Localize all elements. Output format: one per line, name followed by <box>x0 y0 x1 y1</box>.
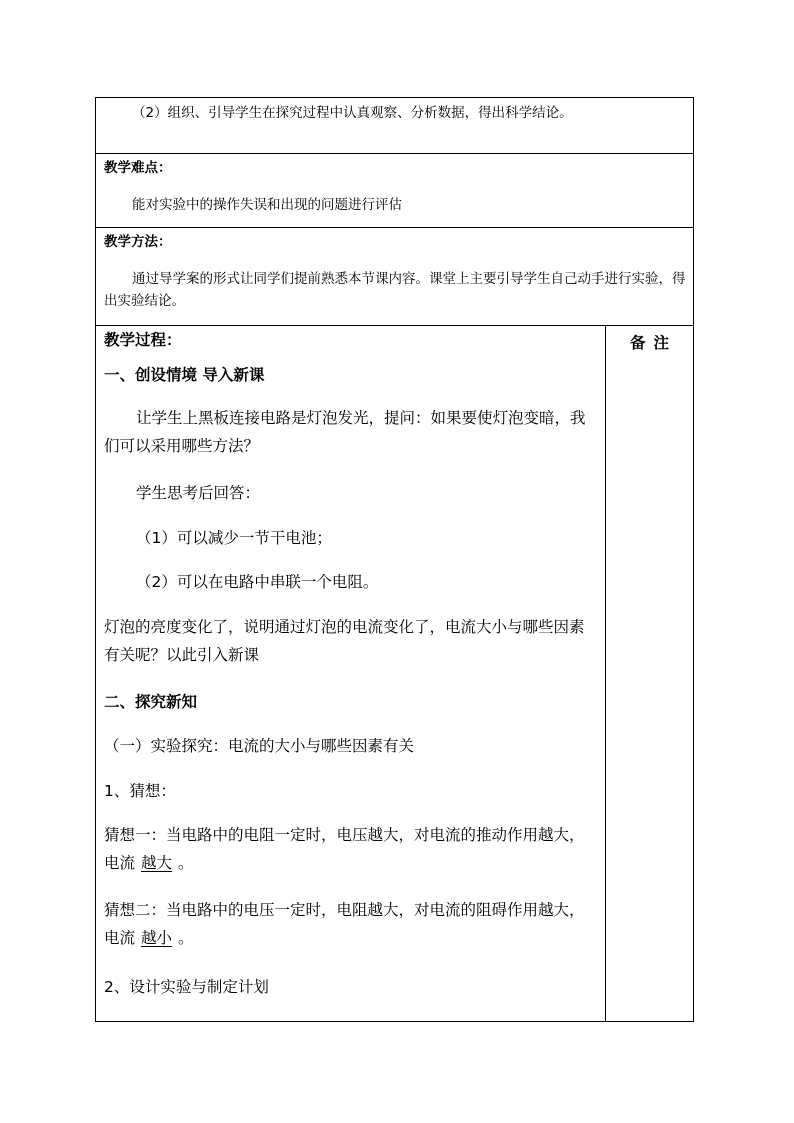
answer-1: （1）可以减少一节干电池； <box>136 529 332 547</box>
objective-line: （2）组织、引导学生在探究过程中认真观察、分析数据，得出科学结论。 <box>132 105 573 121</box>
process-row <box>96 326 693 1021</box>
difficulty-heading: 教学难点： <box>104 160 172 176</box>
guess-2-text: 猜想二：当电路中的电压一定时，电阻越大，对电流的阻碍作用越大，电流 <box>104 901 585 947</box>
student-answer-label: 学生思考后回答： <box>136 484 261 502</box>
method-row <box>96 228 693 326</box>
section2-title: 二、探究新知 <box>104 693 198 711</box>
objective-row <box>96 98 693 154</box>
column-divider <box>605 326 606 1021</box>
lesson-plan-table <box>95 97 694 1022</box>
method-heading: 教学方法： <box>104 234 172 250</box>
guess-1-end: 。 <box>178 854 194 872</box>
notes-heading: 备注 <box>629 334 677 352</box>
guess-1-blank: 越大 <box>141 854 173 872</box>
section1-title: 一、创设情境 导入新课 <box>104 366 265 384</box>
difficulty-row <box>96 154 693 228</box>
process-heading: 教学过程： <box>104 331 182 349</box>
conclusion-paragraph: 灯泡的亮度变化了，说明通过灯泡的电流变化了，电流大小与哪些因素有关呢？以此引入新课 <box>104 618 585 664</box>
answer-2: （2）可以在电路中串联一个电阻。 <box>136 573 379 591</box>
difficulty-text: 能对实验中的操作失误和出现的问题进行评估 <box>132 197 402 213</box>
guess-2 <box>104 896 599 952</box>
method-text: 通过导学案的形式让同学们提前熟悉本节课内容。课堂上主要引导学生自己动手进行实验，得出实验结论。 <box>104 271 686 309</box>
step-1: 1、猜想： <box>104 782 176 800</box>
subsection-1: （一）实验探究：电流的大小与哪些因素有关 <box>104 737 415 755</box>
guess-2-end: 。 <box>178 929 194 947</box>
step-2: 2、设计实验与制定计划 <box>104 978 269 996</box>
guess-2-blank: 越小 <box>141 929 173 947</box>
guess-1-text: 猜想一：当电路中的电阻一定时，电压越大，对电流的推动作用越大，电流 <box>104 826 585 872</box>
guess-1 <box>104 821 599 877</box>
intro-paragraph: 让学生上黑板连接电路是灯泡发光，提问：如果要使灯泡变暗，我们可以采用哪些方法？ <box>104 409 586 455</box>
